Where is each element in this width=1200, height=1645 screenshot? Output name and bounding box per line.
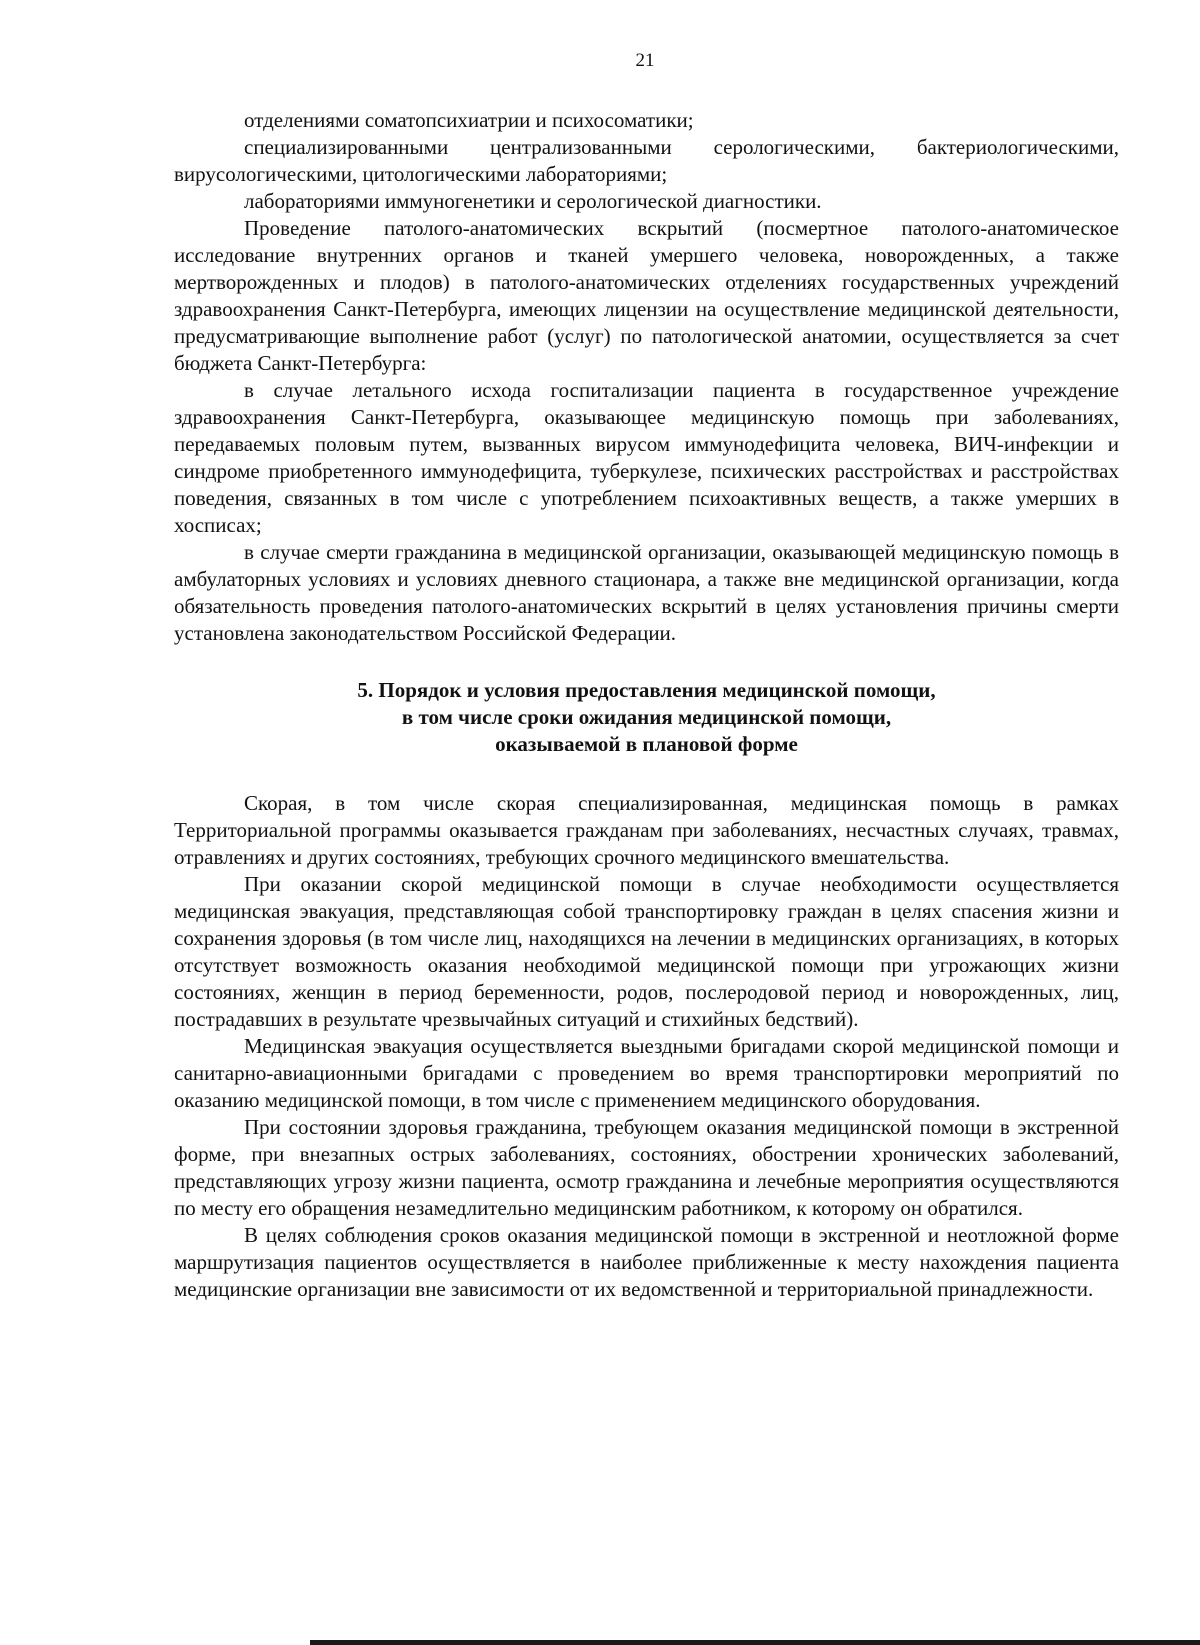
paragraph: Проведение патолого-анатомических вскрытий (посмертное патолого-анатомическое исследование внутренних органов и тканей умершего человека, новорожденных, а также мертворожденных и плодов) в патолого-анатомических отделениях государственных учреждений здравоохранения Санкт-Петербурга, имеющих лицензии на осуществление медицинской деятельности, предусматривающие выполнение работ (услуг) по патологической анатомии, осуществляется за счет бюджета Санкт-Петербурга: [174, 216, 1119, 375]
section-heading-line: оказываемой в плановой форме [495, 732, 798, 756]
paragraph: При оказании скорой медицинской помощи в случае необходимости осуществляется медицинская эвакуация, представляющая собой транспортировку граждан в целях спасения жизни и сохранения здоровья (в том числе лиц, находящихся на лечении в медицинских организациях, в которых отсутствует возможность оказания необходимой медицинской помощи при угрожающих жизни состояниях, женщин в период беременности, родов, послеродовой период и новорожденных, лиц, пострадавших в результате чрезвычайных ситуаций и стихийных бедствий). [174, 872, 1119, 1031]
paragraph: Скорая, в том числе скорая специализированная, медицинская помощь в рамках Территориальной программы оказывается гражданам при заболеваниях, несчастных случаях, травмах, отравлениях и других состояниях, требующих срочного медицинского вмешательства. [174, 791, 1119, 869]
paragraph: Медицинская эвакуация осуществляется выездными бригадами скорой медицинской помощи и санитарно-авиационными бригадами с проведением во время транспортировки мероприятий по оказанию медицинской помощи, в том числе с применением медицинского оборудования. [174, 1034, 1119, 1112]
paragraph: специализированными централизованными серологическими, бактериологическими, вирусологическими, цитологическими лабораториями; [174, 135, 1119, 186]
paragraph: в случае смерти гражданина в медицинской организации, оказывающей медицинскую помощь в амбулаторных условиях и условиях дневного стационара, а также вне медицинской организации, когда обязательность проведения патолого-анатомических вскрытий в целях установления причины смерти установлена законодательством Российской Федерации. [174, 540, 1119, 645]
section-heading [174, 677, 1119, 758]
section-heading-line: 5. Порядок и условия предоставления медицинской помощи, [357, 678, 936, 702]
paragraph: В целях соблюдения сроков оказания медицинской помощи в экстренной и неотложной форме маршрутизация пациентов осуществляется в наиболее приближенные к месту нахождения пациента медицинские организации вне зависимости от их ведомственной и территориальной принадлежности. [174, 1223, 1119, 1301]
paragraph: в случае летального исхода госпитализации пациента в государственное учреждение здравоохранения Санкт-Петербурга, оказывающее медицинскую помощь при заболеваниях, передаваемых половым путем, вызванных вирусом иммунодефицита человека, ВИЧ-инфекции и синдроме приобретенного иммунодефицита, туберкулезе, психических расстройствах и расстройствах поведения, связанных в том числе с употреблением психоактивных веществ, а также умерших в хосписах; [174, 378, 1119, 537]
paragraph: лабораториями иммуногенетики и серологической диагностики. [244, 189, 822, 213]
document-body [174, 107, 1119, 1303]
scan-edge-line [310, 1640, 1200, 1645]
paragraph: При состоянии здоровья гражданина, требующем оказания медицинской помощи в экстренной форме, при внезапных острых заболеваниях, состояниях, обострении хронических заболеваний, представляющих угрозу жизни пациента, осмотр гражданина и лечебные мероприятия осуществляются по месту его обращения незамедлительно медицинским работником, к которому он обратился. [174, 1115, 1119, 1220]
page-number: 21 [635, 50, 655, 71]
paragraph: отделениями соматопсихиатрии и психосоматики; [244, 108, 694, 132]
section-heading-line: в том числе сроки ожидания медицинской помощи, [401, 705, 892, 729]
